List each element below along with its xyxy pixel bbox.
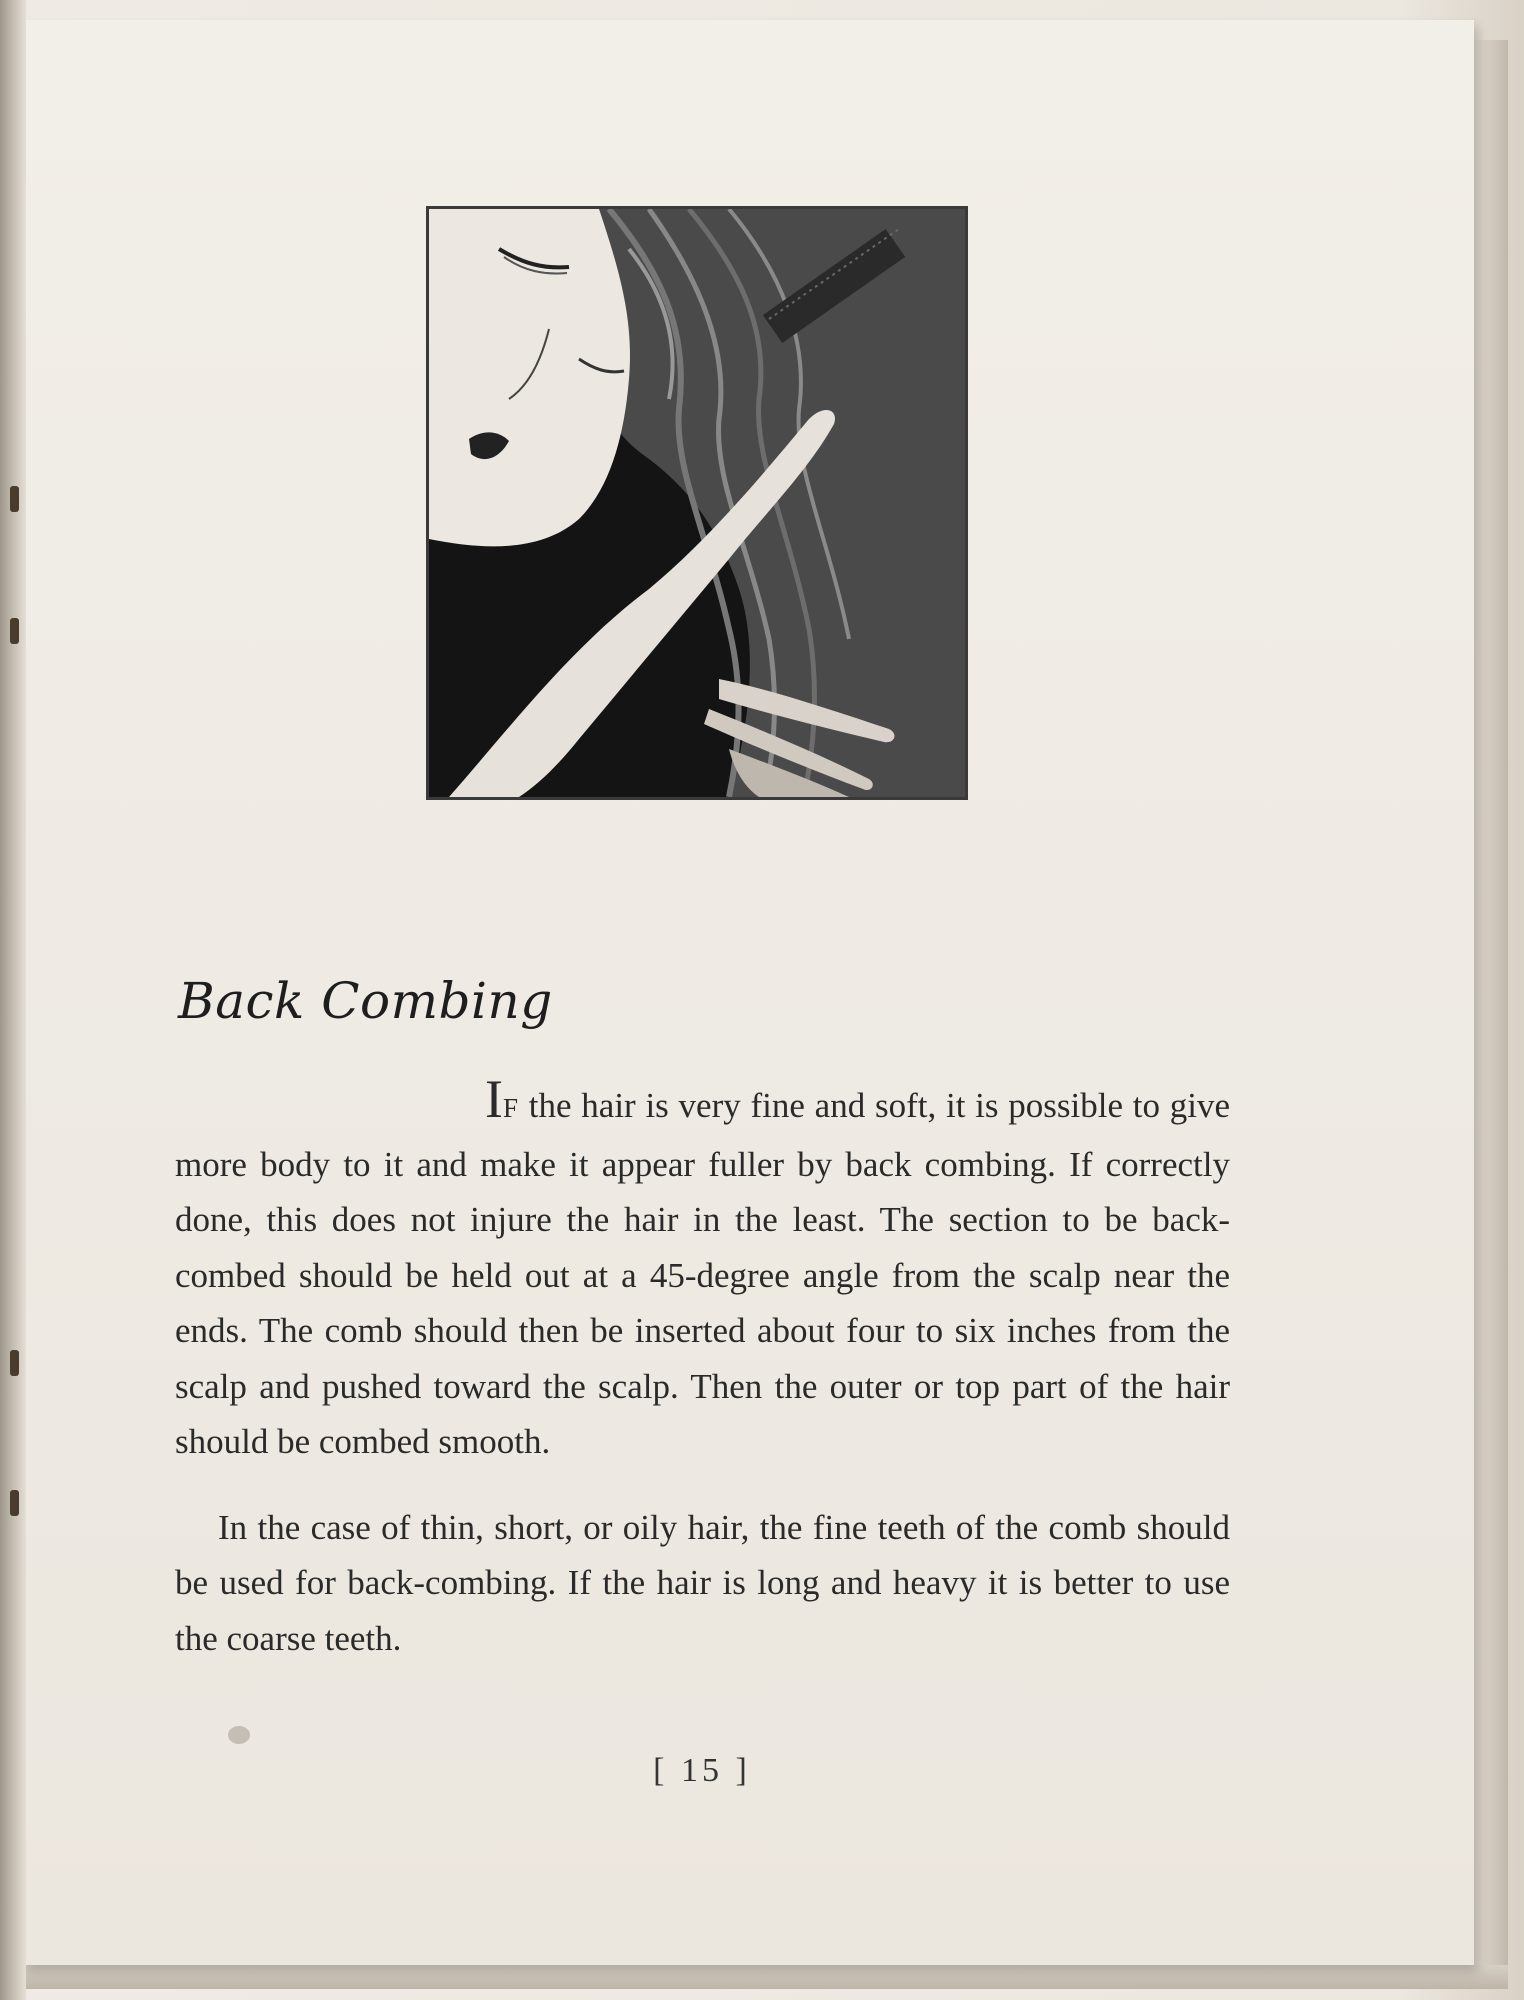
binding-stitch bbox=[10, 486, 19, 512]
small-cap: F bbox=[502, 1093, 520, 1123]
woman-combing-hair-image bbox=[429, 209, 965, 797]
page-stack-bottom-edge bbox=[22, 1965, 1508, 1989]
page-stack-right-edge bbox=[1474, 40, 1508, 1965]
section-heading: Back Combing bbox=[178, 972, 553, 1030]
paragraph-1 bbox=[175, 1069, 1230, 1470]
paragraph-1-text: the hair is very fine and soft, it is possible to give more body to it and make it appear fuller by back combing. If correctly done, this does not injure the hair in the least. The section to be back-combed should be held out at a 45-degree angle from the scalp near the ends. The comb should then be inserted about four to six inches from the scalp and pushed toward the scalp. Then the outer or top part of the hair should be combed smooth. bbox=[175, 1086, 1230, 1461]
page-number: [ 15 ] bbox=[653, 1752, 751, 1789]
paragraph-2: In the case of thin, short, or oily hair, the fine teeth of the comb should be used for back-combing. If the hair is long and heavy it is better to use the coarse teeth. bbox=[175, 1507, 1230, 1658]
page-smudge bbox=[228, 1726, 250, 1744]
binding-stitch bbox=[10, 1350, 19, 1376]
art-deco-illustration bbox=[426, 206, 968, 800]
binding-stitch bbox=[10, 618, 19, 644]
book-binding bbox=[0, 0, 26, 2000]
drop-cap: I bbox=[485, 1069, 503, 1129]
binding-stitch bbox=[10, 1490, 19, 1516]
body-text bbox=[175, 1069, 1230, 1666]
